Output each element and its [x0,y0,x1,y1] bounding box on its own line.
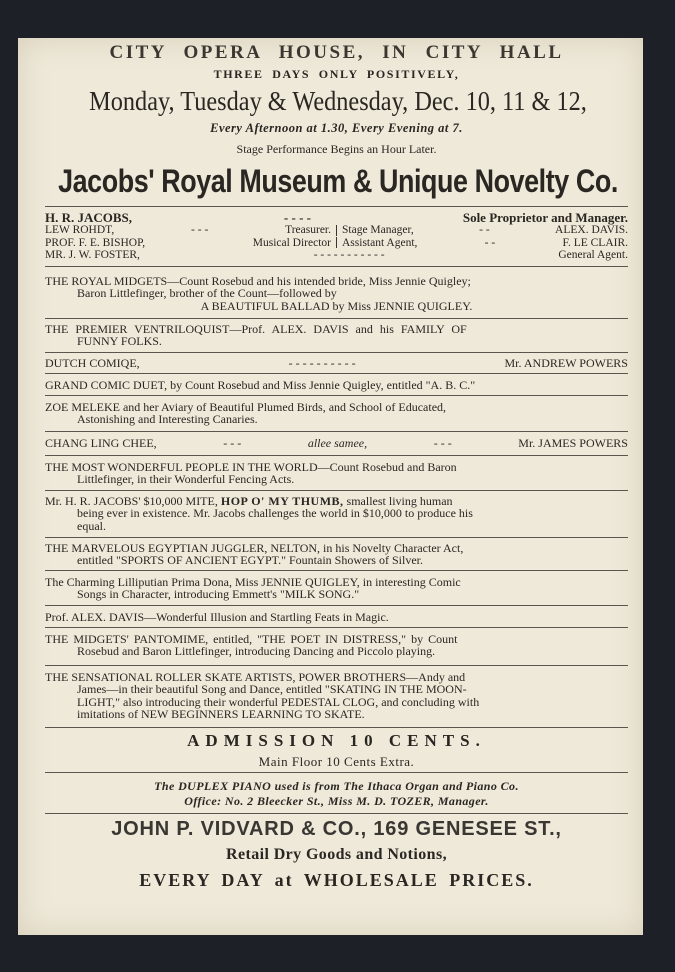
act-text: FUNNY FOLKS. [77,334,162,349]
divider [45,206,628,207]
act-text: LIGHT," also introducing their wonderful PEDESTAL CLOG, and concluding with [77,694,480,709]
act-text: THE SENSATIONAL ROLLER SKATE ARTISTS, POWER BROTHERS—Andy and [45,670,466,684]
act-text: James—in their beautiful Song and Dance, entitled "SKATING IN THE MOON- [77,682,467,697]
staff-name: LEW ROHDT, [45,224,115,236]
act-zoe-meleke [45,401,628,426]
divider [45,352,628,353]
act-ventriloquist [45,323,628,348]
admission-note: Main Floor 10 Cents Extra. [258,754,415,769]
act-comic-duet [45,379,628,391]
staff-name: MR. J. W. FOSTER, [45,249,140,262]
act-text: Astonishing and Interesting Canaries. [77,412,258,427]
proprietor-role: Sole Proprietor and Manager. [462,210,628,225]
act-roller-skate [45,671,628,721]
divider [45,813,628,814]
proprietor-row [45,211,628,224]
divider [45,665,628,666]
act-note: allee samee, [307,436,368,450]
act-text: THE MARVELOUS EGYPTIAN JUGGLER, NELTON, in his Novelty Character Act, [45,541,464,555]
staff-role: Treasurer. [285,224,331,236]
act-text: The Charming Lilliputian Prima Dona, Miss JENNIE QUIGLEY, in interesting Comic [45,575,461,589]
act-text: Songs in Character, introducing Emmett's "MILK SONG." [77,587,360,602]
company-name: Jacobs' Royal Museum & Unique Novelty Co. [58,163,618,199]
times-line: Every Afternoon at 1.30, Every Evening at 7. [210,121,463,135]
act-hop-o-my-thumb [45,495,628,532]
column-separator [336,225,337,236]
dashes: - - - - - - - - - - [288,356,356,370]
dashes: - - - - - - - - - - - [313,249,385,262]
divider [45,570,628,571]
performer: Mr. JAMES POWERS [518,436,628,450]
venue-title: CITY OPERA HOUSE, IN CITY HALL [109,42,564,63]
act-text: Littlefinger, in their Wonderful Fencing Acts. [77,472,295,487]
act-title: CHANG LING CHEE, [45,436,157,450]
act-royal-midgets [45,275,628,312]
divider [45,373,628,374]
act-text: Mr. H. R. JACOBS' $10,000 MITE, [45,494,221,508]
act-text: THE MOST WONDERFUL PEOPLE IN THE WORLD—Count Rosebud and Baron [45,460,457,474]
store-name: JOHN P. VIDVARD & CO., 169 GENESEE ST., [111,818,562,840]
act-text: A BEAUTIFUL BALLAD by Miss JENNIE QUIGLEY. [200,298,473,313]
divider [45,431,628,432]
column-separator [336,237,337,248]
act-text: equal. [77,518,106,533]
act-text: entitled "SPORTS OF ANCIENT EGYPT." Fountain Showers of Silver. [77,553,423,568]
staff-name: F. LE CLAIR. [562,236,628,249]
staff-role: General Agent. [558,249,628,262]
staff-row [45,224,628,237]
act-text: Rosebud and Baron Littlefinger, introducing Dancing and Piccolo playing. [77,644,436,659]
piano-line: Office: No. 2 Bleecker St., Miss M. D. TOZER, Manager. [184,794,489,808]
admission-title: ADMISSION 10 CENTS. [187,731,486,750]
staff-row [45,237,628,250]
act-text: THE MIDGETS' PANTOMIME, entitled, "THE POET IN DISTRESS," by Count [45,632,458,646]
divider [45,537,628,538]
act-text: THE PREMIER VENTRILOQUIST—Prof. ALEX. DAVIS and his FAMILY OF [45,322,467,336]
act-chang-ling-chee [45,437,628,449]
stage-note: Stage Performance Begins an Hour Later. [236,142,437,156]
act-text: smallest living human [343,494,453,508]
piano-notice [45,779,628,809]
piano-line: The DUPLEX PIANO used is from The Ithaca Organ and Piano Co. [154,779,519,793]
staff-role: Assistant Agent, [342,236,418,249]
staff-name: ALEX. DAVIS. [555,224,628,236]
store-slogan: EVERY DAY at WHOLESALE PRICES. [139,870,534,890]
store-goods: Retail Dry Goods and Notions, [226,846,447,863]
act-highlight: HOP O' MY THUMB, [220,494,344,508]
divider [45,627,628,628]
act-text: imitations of NEW BEGINNERS LEARNING TO SKATE. [77,707,365,722]
proprietor-name: H. R. JACOBS, [45,210,133,225]
three-days-line: THREE DAYS ONLY POSITIVELY, [213,67,460,81]
act-egyptian-juggler [45,542,628,567]
divider [45,605,628,606]
dashes: - - - [191,224,209,236]
divider [45,772,628,773]
staff-row [45,249,628,262]
act-magic [45,611,628,623]
performer: Mr. ANDREW POWERS [504,356,628,370]
staff-role: Musical Director [252,236,331,249]
divider [45,455,628,456]
act-pantomime [45,633,628,658]
act-text: Baron Littlefinger, brother of the Count—followed by [77,286,337,301]
dashes: - - [484,236,496,249]
dashes: - - - [223,436,242,450]
staff-role: Stage Manager, [342,224,414,236]
divider [45,266,628,267]
act-text: Prof. ALEX. DAVIS—Wonderful Illusion and Startling Feats in Magic. [45,610,389,624]
staff-list [45,211,628,262]
divider [45,727,628,728]
act-text: GRAND COMIC DUET, by Count Rosebud and Miss Jennie Quigley, entitled "A. B. C." [45,378,476,392]
dashes: - - - - [283,210,311,225]
act-text: ZOE MELEKE and her Aviary of Beautiful Plumed Birds, and School of Educated, [45,400,447,414]
divider [45,318,628,319]
staff-name: PROF. F. E. BISHOP, [45,236,146,249]
act-title: DUTCH COMIQE, [45,356,140,370]
divider [45,395,628,396]
act-dutch-comique [45,357,628,369]
act-text: THE ROYAL MIDGETS—Count Rosebud and his intended bride, Miss Jennie Quigley; [45,274,471,288]
act-wonderful-people [45,461,628,486]
divider [45,490,628,491]
dashes: - - - [433,436,452,450]
dates-line: Monday, Tuesday & Wednesday, Dec. 10, 11 & 12, [89,86,587,116]
act-text: being ever in existence. Mr. Jacobs challenges the world in $10,000 to produce his [77,506,473,521]
dashes: - - [479,224,490,236]
act-prima-dona [45,576,628,601]
